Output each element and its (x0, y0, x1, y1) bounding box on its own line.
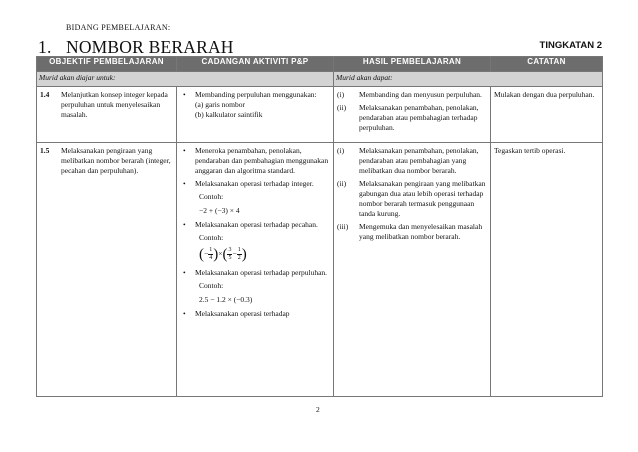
list-item (337, 222, 487, 242)
list-item (180, 268, 330, 278)
fraction: $\frac{1}{2}$ (237, 247, 241, 261)
activity-text: Melaksanakan operasi terhadap perpuluhan. (195, 268, 328, 277)
contoh-label: Contoh: (199, 233, 224, 242)
bullet-icon: • (183, 220, 186, 229)
objective-cell (37, 87, 177, 143)
sub-header-right: Murid akan dapat: (334, 72, 603, 87)
page-title (38, 37, 234, 58)
objective-number: 1.5 (40, 146, 50, 155)
title-number: 1. (38, 37, 52, 57)
list-item (180, 90, 330, 120)
catatan-cell (491, 143, 603, 397)
objective-text: Melaksanakan pengiraan yang melibatkan nombor berarah (integer, pecahan dan perpuluhan). (61, 146, 171, 175)
objective-number: 1.4 (40, 90, 50, 99)
hasil-text: Melaksanakan penambahan, penolakan, pendaraban atau pembahagian terhadap perpuluhan. (359, 103, 479, 132)
minus-sign: − (204, 249, 209, 259)
catatan-text: Tegaskan tertib operasi. (494, 146, 566, 155)
contoh-label: Contoh: (199, 281, 224, 290)
col-header-aktiviti: CADANGAN AKTIVITI P&P (177, 57, 334, 72)
title-text: NOMBOR BERARAH (66, 37, 234, 57)
list-item (337, 179, 487, 219)
bullet-icon: • (183, 146, 186, 155)
roman-numeral: (i) (337, 146, 345, 155)
times-sign: × (218, 249, 223, 259)
activity-cell (177, 87, 334, 143)
sub-header-row (37, 72, 603, 87)
sub-header-left: Murid akan diajar untuk: (37, 72, 334, 87)
col-header-objektif: OBJEKTIF PEMBELAJARAN (37, 57, 177, 72)
roman-numeral: (ii) (337, 179, 347, 188)
hasil-text: Melaksanakan penambahan, penolakan, pendaraban atau pembahagian yang melibatkan dua nombor berarah. (359, 146, 479, 175)
header-row (37, 57, 603, 72)
objective-text: Melanjutkan konsep integer kepada perpuluhan untuk menyelesaikan masalah. (61, 90, 168, 119)
fraction: $\frac{1}{4}$ (209, 247, 213, 261)
tingkatan-label: TINGKATAN 2 (539, 40, 602, 51)
minus-sign: − (232, 249, 237, 259)
list-item (337, 146, 487, 176)
bullet-icon: • (183, 268, 186, 277)
bullet-icon: • (183, 309, 186, 318)
roman-numeral: (i) (337, 90, 345, 99)
list-item (180, 220, 330, 230)
table-row (37, 143, 603, 397)
list-item (180, 179, 330, 189)
col-header-hasil: HASIL PEMBELAJARAN (334, 57, 491, 72)
list-item (337, 90, 487, 100)
roman-numeral: (ii) (337, 103, 347, 112)
activity-text: Melaksanakan operasi terhadap integer. (195, 179, 314, 188)
fraction: $\frac{3}{5}$ (228, 247, 232, 261)
hasil-text: Mengemuka dan menyelesaikan masalah yang melibatkan nombor berarah. (359, 222, 483, 241)
hasil-cell (334, 143, 491, 397)
syllabus-table (36, 56, 603, 397)
example-expression: 2.5 − 1.2 × (−0.3) (199, 295, 253, 304)
bullet-icon: • (183, 179, 186, 188)
list-item (180, 309, 330, 319)
hasil-text: Membanding dan menyusun perpuluhan. (359, 90, 482, 99)
list-item (337, 103, 487, 133)
contoh-label: Contoh: (199, 192, 224, 201)
roman-numeral: (iii) (337, 222, 349, 231)
activity-option: (a) garis nombor (195, 100, 245, 109)
hasil-text: Melaksanakan pengiraan yang melibatkan gabungan dua atau lebih operasi terhadap nombor berarah termasuk penggunaan tanda kurung. (359, 179, 486, 218)
activity-option: (b) kalkulator saintifik (195, 110, 263, 119)
bullet-icon: • (183, 90, 186, 99)
bidang-label: BIDANG PEMBELAJARAN: (66, 23, 171, 32)
page-number: 2 (316, 405, 320, 414)
list-item (180, 146, 330, 176)
activity-text: Melaksanakan operasi terhadap (195, 309, 290, 318)
objective-cell (37, 143, 177, 397)
activity-text: Meneroka penambahan, penolakan, pendaraban dan pembahagian menggunakan anggaran dan algoritma standard. (195, 146, 329, 175)
fraction-expression: (− $\frac{1}{4}$ )×( $\frac{3}{5}$ − $\frac{1}{2}$ ) (199, 246, 247, 263)
activity-cell (177, 143, 334, 397)
activity-text: Melaksanakan operasi terhadap pecahan. (195, 220, 318, 229)
col-header-catatan: CATATAN (491, 57, 603, 72)
hasil-cell (334, 87, 491, 143)
catatan-text: Mulakan dengan dua perpuluhan. (494, 90, 595, 99)
table-row (37, 87, 603, 143)
catatan-cell (491, 87, 603, 143)
example-expression: −2 + (−3) × 4 (199, 206, 240, 215)
activity-text: Membanding perpuluhan menggunakan: (195, 90, 317, 99)
